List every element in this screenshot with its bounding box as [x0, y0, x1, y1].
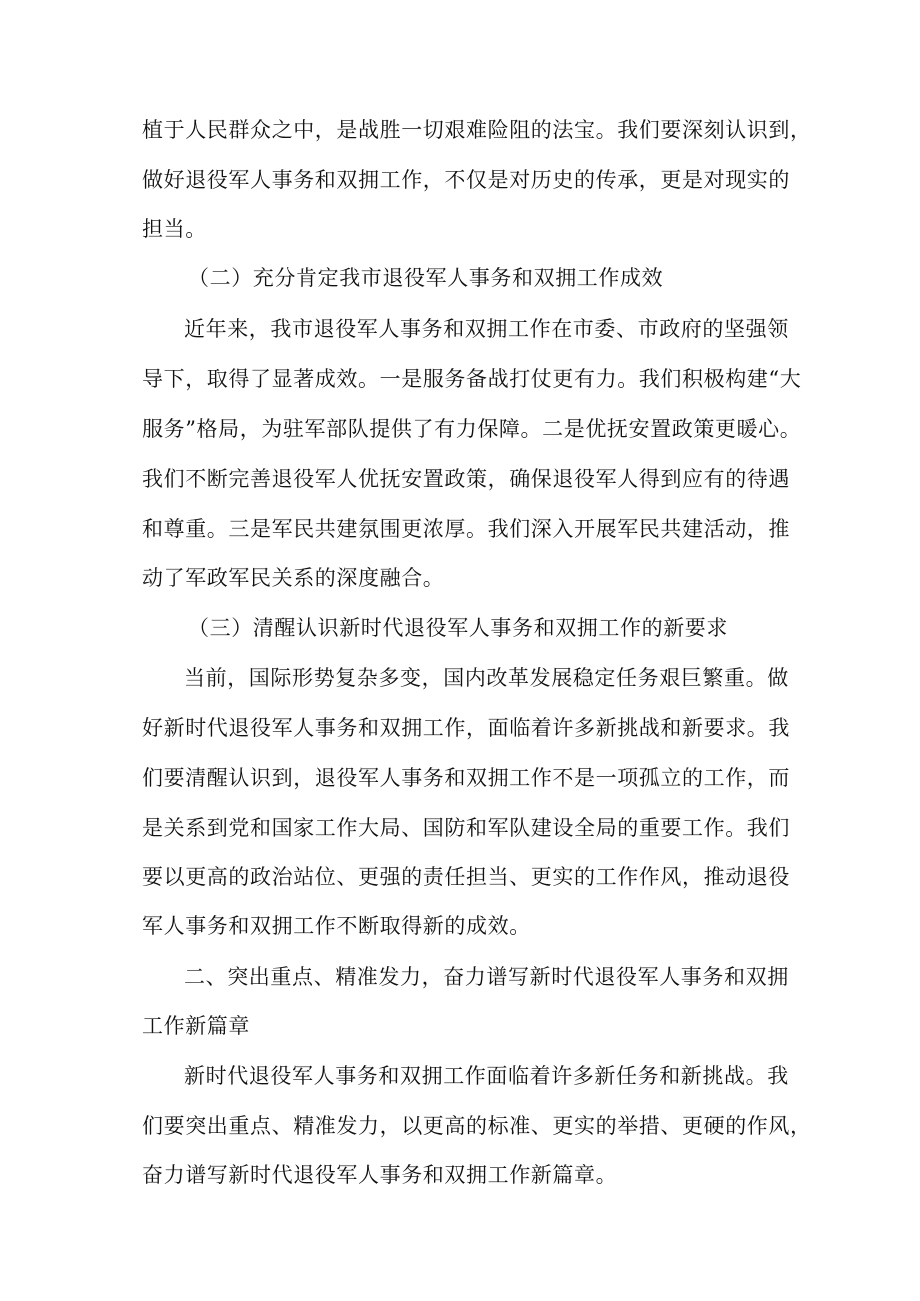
- paragraph-line: 好新时代退役军人事务和双拥工作，面临着许多新挑战和新要求。我: [142, 716, 790, 740]
- paragraph-line: 们要清醒认识到，退役军人事务和双拥工作不是一项孤立的工作，而: [142, 766, 790, 790]
- paragraph-line: 是关系到党和国家工作大局、国防和军队建设全局的重要工作。我们: [142, 816, 790, 840]
- paragraph-line: 做好退役军人事务和双拥工作，不仅是对历史的传承，更是对现实的: [142, 168, 790, 192]
- paragraph-line: 和尊重。三是军民共建氛围更浓厚。我们深入开展军民共建活动，推: [142, 517, 790, 541]
- paragraph-line: 导下，取得了显著成效。一是服务备战打仗更有力。我们积极构建“大: [142, 367, 802, 391]
- paragraph-line: 奋力谱写新时代退役军人事务和双拥工作新篇章。: [142, 1163, 618, 1187]
- section-heading: （三）清醒认识新时代退役军人事务和双拥工作的新要求: [188, 616, 728, 640]
- chapter-heading: 工作新篇章: [142, 1014, 250, 1038]
- paragraph-line: 植于人民群众之中，是战胜一切艰难险阻的法宝。我们要深刻认识到，: [142, 118, 812, 142]
- paragraph-line: 军人事务和双拥工作不断取得新的成效。: [142, 914, 531, 938]
- paragraph-line: 要以更高的政治站位、更强的责任担当、更实的工作作风，推动退役: [142, 865, 790, 889]
- paragraph-line: 新时代退役军人事务和双拥工作面临着许多新任务和新挑战。我: [184, 1064, 789, 1088]
- paragraph-line: 们要突出重点、精准发力，以更高的标准、更实的举措、更硬的作风，: [142, 1114, 812, 1138]
- chapter-heading: 二、突出重点、精准发力，奋力谱写新时代退役军人事务和双拥: [184, 965, 789, 989]
- paragraph-line: 当前，国际形势复杂多变，国内改革发展稳定任务艰巨繁重。做: [184, 666, 789, 690]
- paragraph-line: 我们不断完善退役军人优抚安置政策，确保退役军人得到应有的待遇: [142, 467, 790, 491]
- section-heading: （二）充分肯定我市退役军人事务和双拥工作成效: [188, 266, 664, 290]
- paragraph-line: 服务”格局，为驻军部队提供了有力保障。二是优抚安置政策更暖心。: [142, 417, 802, 441]
- paragraph-line: 担当。: [142, 217, 207, 241]
- paragraph-line: 近年来，我市退役军人事务和双拥工作在市委、市政府的坚强领: [184, 317, 789, 341]
- paragraph-line: 动了军政军民关系的深度融合。: [142, 566, 445, 590]
